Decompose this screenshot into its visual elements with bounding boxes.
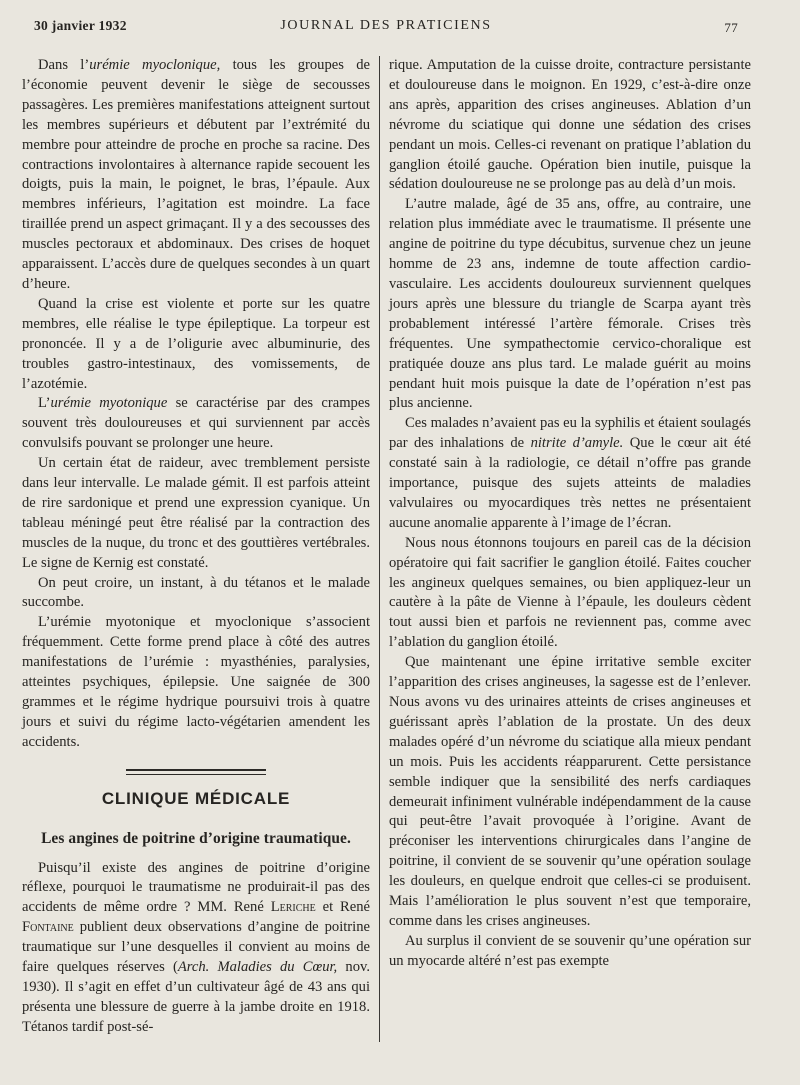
term-uremie-myoclonique: urémie myoclonique, xyxy=(89,57,221,73)
header-journal-title: JOURNAL DES PRATICIENS xyxy=(280,18,492,33)
paragraph-crise-violente: Quand la crise est violente et porte sur les quatre membres, elle réalise le type épileptique. La torpeur est prononcée. Il y a de l’oligurie avec albuminurie, des troubles gastro-intestinaux, des vomissements, de l’azotémie. xyxy=(22,295,370,392)
paragraph-article-intro: Puisqu’il existe des angines de poitrine d’origine réflexe, pourquoi le traumatisme ne produirait-il pas des accidents de même ordre ? MM. René Leriche et René Fontaine publient deux observations d’angine de poitrine traumatique sur l’une desquelles il convient au moins de faire quelques réserves (Arch. Maladies du Cœur, nov. 1930). Il s’agit en effet d’un cultivateur âgé de 43 ans qui présenta une blessure de guerre à la jambe droite en 1918. Tétanos tardif post-sé- xyxy=(22,859,370,1035)
citation-reference: Arch. Maladies du Cœur, xyxy=(177,959,338,976)
paragraph-tetanos: On peut croire, un instant, à du tétanos et le malade succombe. xyxy=(22,574,370,611)
paragraph-continuation: rique. Amputation de la cuisse droite, contracture persistante et douloureuse dans le moignon. En 1929, c’est-à-dire onze ans après, apparition des crises angineuses. Ablation d’un névrome du sciatique qui donne une sédation des crises pendant un mois. Celles-ci revenant on pratique l’ablation du ganglion étoilé gauche. Opération bien inutile, puisque la sédation douloureuse ne se prolonge pas au delà d’un mois. xyxy=(389,57,751,193)
header-date: 30 janvier 1932 xyxy=(34,18,127,33)
paragraph-uremie-myoclonique: Dans l’urémie myoclonique, tous les groupes de l’économie peuvent devenir le siège de secousses passagères. Les premières manifestations atteignent surtout les membres supérieurs et débutent par l’extrémité du membre pour atteindre de proche en proche sa racine. Des contractions involontaires à alternance rapide secouent les doigts, puis la main, le poignet, le bras, l’épaule. Aux membres inférieurs, l’agitation est moindre. La face tiraillée prend un aspect grimaçant. Il y a des secousses des muscles pectoraux et abdominaux. Des crises de hoquet apparaissent. L’accès dure de quelques secondes à un quart d’heure. xyxy=(22,57,370,292)
paragraph-autre-malade: L’autre malade, âgé de 35 ans, offre, au contraire, une relation plus immédiate avec le traumatisme. Il présente une angine de poitrine du type décubitus, survenue chez un jeune homme de 23 ans, indemne de toute affection cardio-vasculaire. Les accidents douloureux surviennent quelques jours après une blessure du triangle de Scarpa ayant très probablement intéressé l’artère fémorale. Crises très fréquentes. Une sympathectomie cervico-choralique est pratiquée douze ans plus tard. Le malade guérit au moins pendant huit mois puisque la date de l’opération n’est pas plus ancienne. xyxy=(389,196,751,412)
author-fontaine: Fontaine xyxy=(22,919,74,936)
section-divider xyxy=(126,769,266,775)
paragraph-surplus: Au surplus il convient de se souvenir qu’une opération sur un myocarde altéré n’est pas exempte xyxy=(389,932,751,969)
paragraph-uremie-myotonique: L’urémie myotonique se caractérise par des crampes souvent très douloureuses et qui surviennent par accès convulsifs pouvant se prolonger une heure. xyxy=(22,395,370,452)
paragraph-syphilis: Ces malades n’avaient pas eu la syphilis et étaient soulagés par des inhalations de nitrite d’amyle. Que le cœur ait été constaté sain à la radiologie, ce détail n’offre pas grande importance, puisque des sujets atteints de maladies valvulaires ou myocardiques très nettes ne présentaient aucune anomalie apparente à l’image de l’écran. xyxy=(389,415,751,531)
term-nitrite-amyle: nitrite d’amyle. xyxy=(530,435,624,452)
right-column xyxy=(389,56,751,972)
header-page-number: 77 xyxy=(724,20,738,35)
paragraph-raideur: Un certain état de raideur, avec tremblement persiste dans leur intervalle. Le malade gémit. Il est parfois atteint de rire sardonique et prend une expression cyanique. Un tableau méningé peut être réalisé par la contraction des muscles de la nuque, du tronc et des gouttières vertébrales. Le signe de Kernig est constaté. xyxy=(22,455,370,571)
author-leriche: Leriche xyxy=(270,899,316,916)
paragraph-association: L’urémie myotonique et myoclonique s’associent fréquemment. Cette forme prend place à côté des autres manifestations de l’urémie : myasthénies, paralysies, atteintes psychiques, épilepsie. Une saignée de 300 grammes et le régime hydrique poursuivi trois à quatre jours et suivi du régime lacto-végétarien amendent les accidents. xyxy=(22,614,370,750)
page-header xyxy=(34,14,738,36)
column-divider xyxy=(379,56,380,1042)
left-column xyxy=(22,56,370,1038)
term-uremie-myotonique: urémie myotonique xyxy=(50,395,168,412)
section-title: CLINIQUE MÉDICALE xyxy=(101,788,291,808)
paragraph-epine-irritative: Que maintenant une épine irritative semble exciter l’apparition des crises angineuses, la sagesse est de l’enlever. Nous avons vu des urinaires atteints de crises angineuses et guérissant après l’ablation de la prostate. Un des deux malades opéré d’un névrome du sciatique alla mieux pendant un mois. Puis les accidents réapparurent. Cette persistance semble indiquer que la sensibilité des nerfs cardiaques demeurait infiniment vulnérable indépendamment de la cause qui peut-être l’avait provoquée à l’origine. Avant de préconiser les interventions chirurgicales dans l’angine de poitrine, il convient de se souvenir qu’une opération soulage les douleurs, en quelque endroit que celles-ci se produisent. Mais l’amélioration le plus souvent n’est que temporaire, comme dans les crises angineuses. xyxy=(389,654,751,929)
article-title: Les angines de poitrine d’origine traumatique. xyxy=(41,829,351,847)
paragraph-decision-operatoire: Nous nous étonnons toujours en pareil cas de la décision opératoire qui fait sacrifier le ganglion étoilé. Faites coucher les angineux quelques semaines, ou bien appliquez-leur un cautère à la pâte de Vienne à l’épaule, les douleurs cèdent tout aussi bien et parfois ne reviennent pas, comme avec l’ablation du ganglion étoilé. xyxy=(389,534,751,651)
